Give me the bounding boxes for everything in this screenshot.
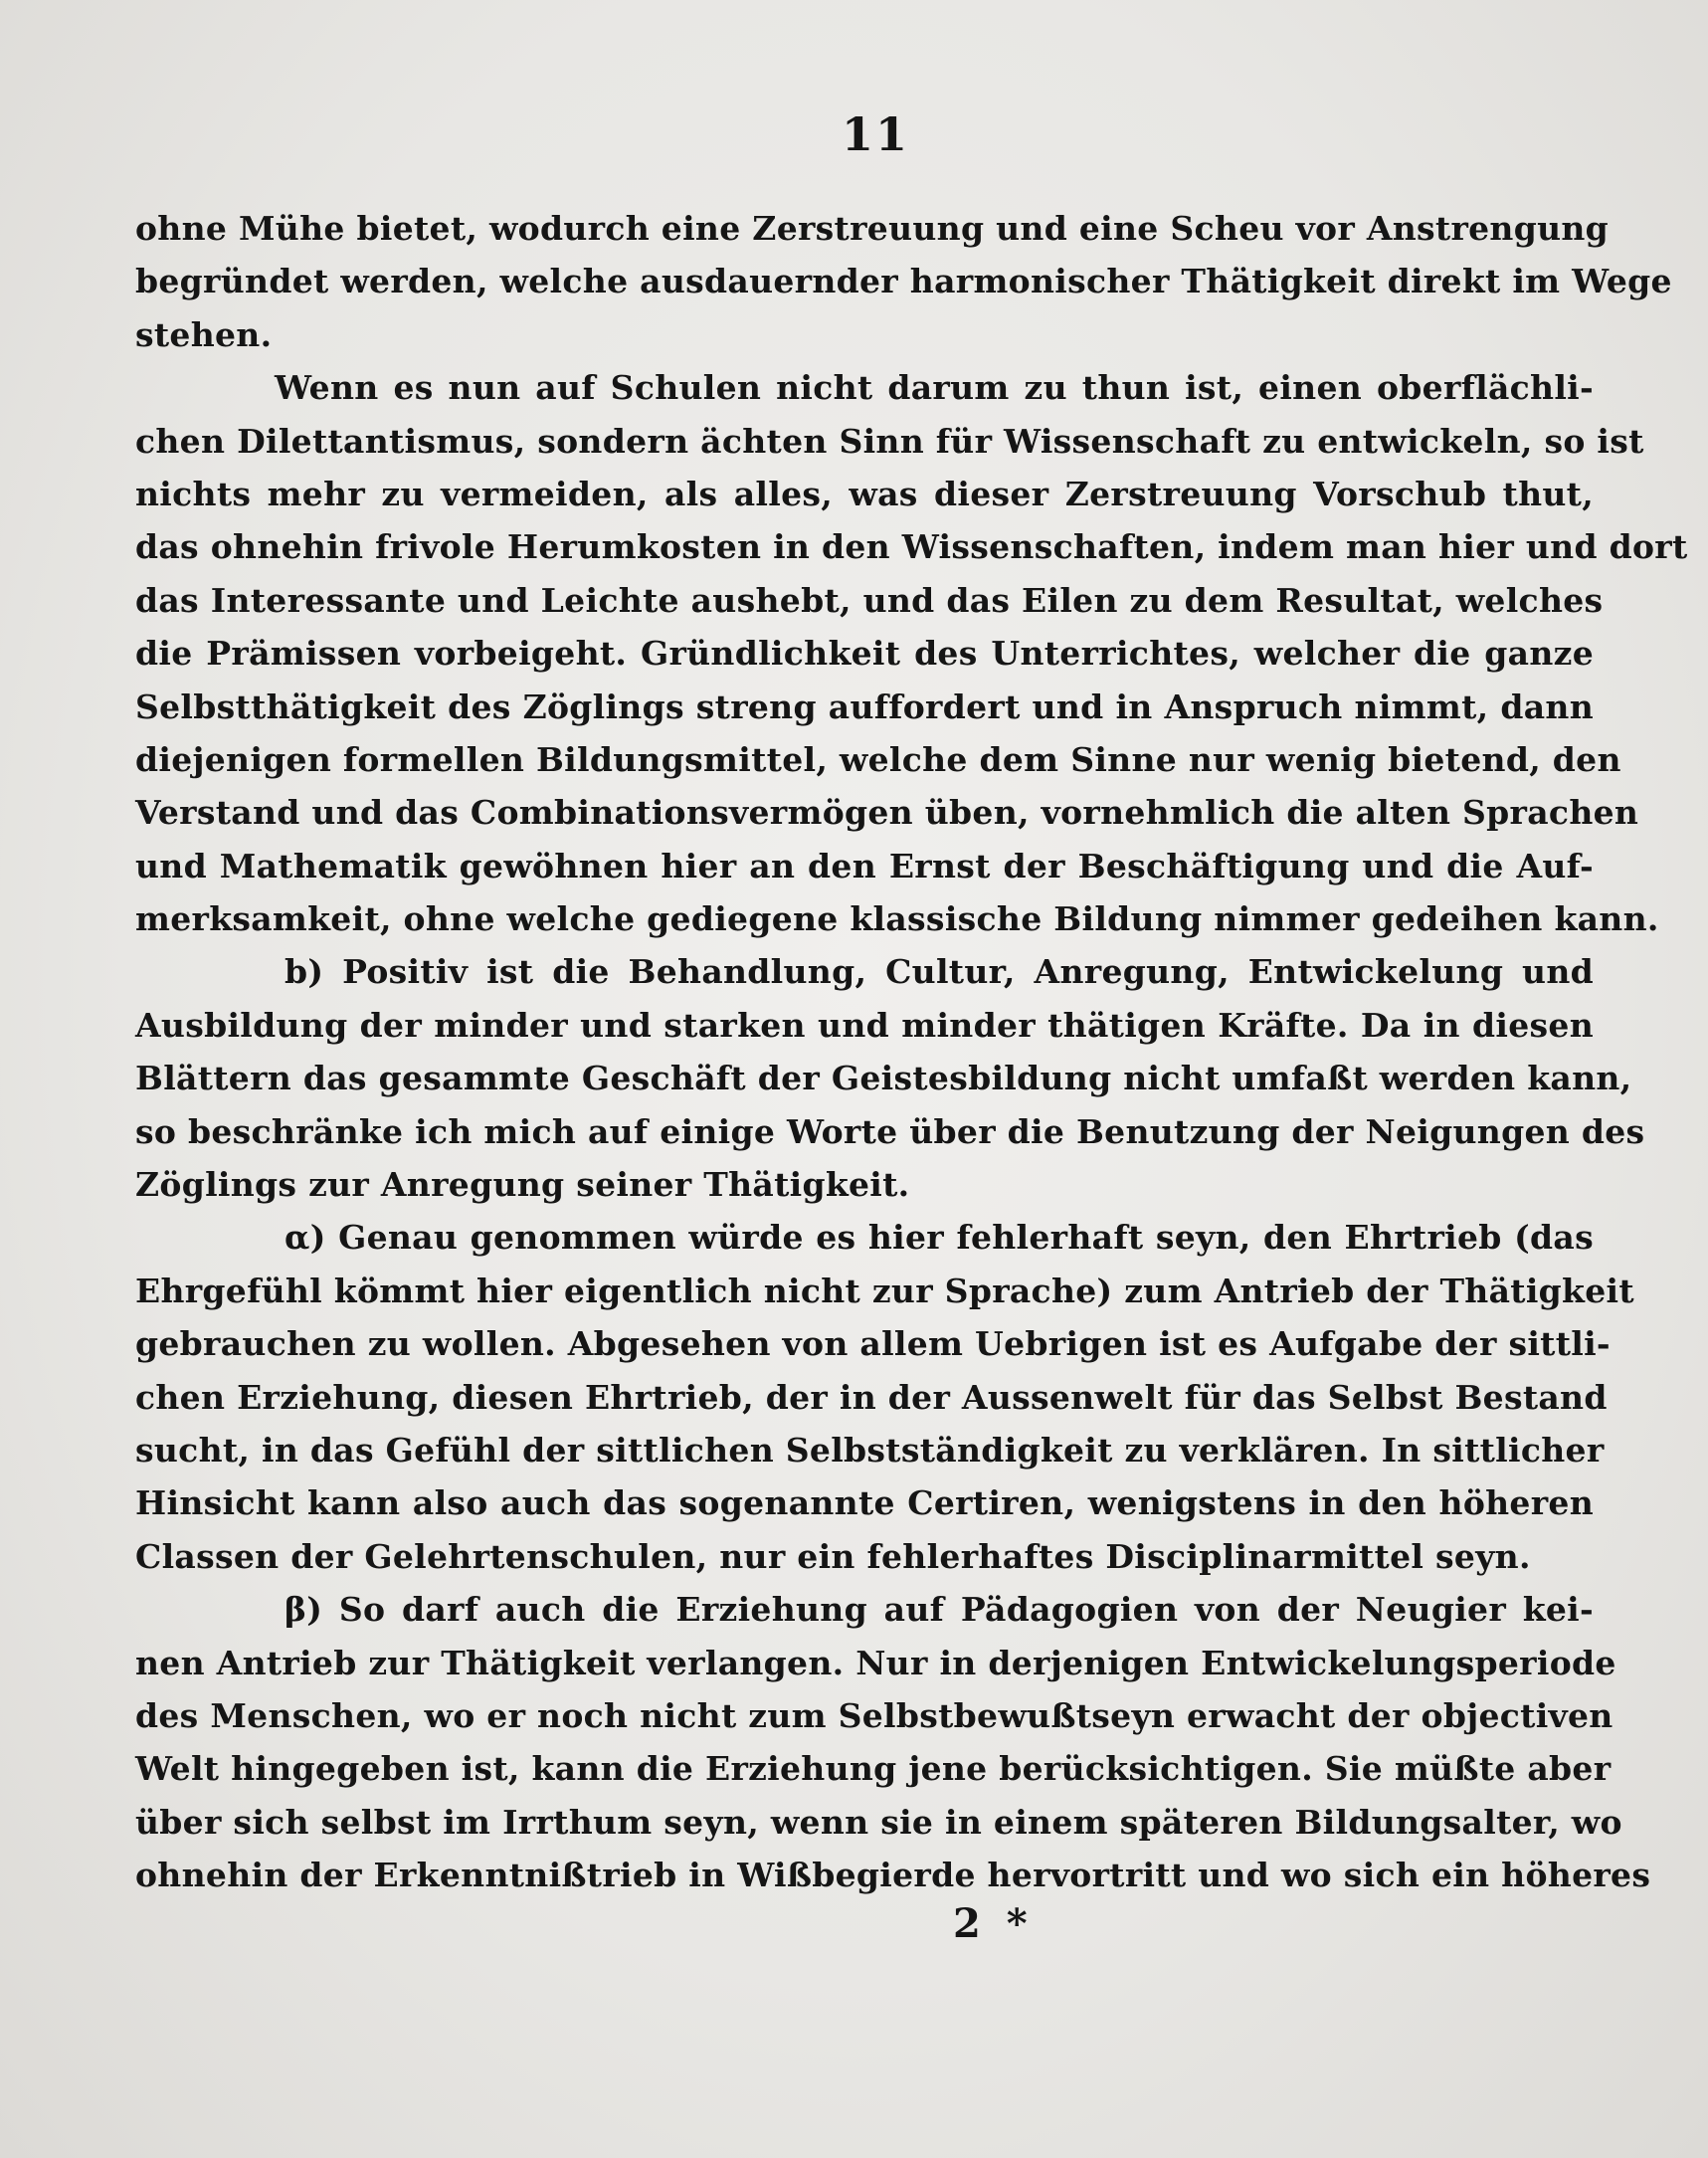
text-line: Classen der Gelehrtenschulen, nur ein fehlerhaftes Disciplinarmittel seyn. [135,1536,1531,1576]
printer-signature-mark: 2 * [953,1900,1034,1947]
text-line: das ohnehin frivole Herumkosten in den Wissenschaften, indem man hier und dort [135,527,1688,567]
text-line: Selbstthätigkeit des Zöglings streng auffordert und in Anspruch nimmt, dann [135,687,1594,726]
text-line: Welt hingegeben ist, kann die Erziehung jene berücksichtigen. Sie müßte aber [135,1749,1612,1789]
text-line: Verstand und das Combinationsvermögen üben, vornehmlich die alten Sprachen [135,793,1639,833]
text-line: sucht, in das Gefühl der sittlichen Selbstständigkeit zu verklären. In sittlicher [135,1430,1605,1470]
text-line: so beschränke ich mich auf einige Worte über die Benutzung der Neigungen des [135,1111,1645,1151]
text-line: diejenigen formellen Bildungsmittel, welche dem Sinne nur wenig bietend, den [135,739,1621,779]
text-line: Ausbildung der minder und starken und minder thätigen Kräfte. Da in diesen [135,1005,1594,1045]
text-line: b) Positiv ist die Behandlung, Cultur, Anregung, Entwickelung und [285,952,1594,992]
text-line: Wenn es nun auf Schulen nicht darum zu thun ist, einen oberflächli- [275,368,1594,408]
text-line: Blättern das gesammte Geschäft der Geistesbildung nicht umfaßt werden kann, [135,1059,1632,1098]
text-line: ohnehin der Erkenntnißtrieb in Wißbegierde hervortritt und wo sich ein höheres [135,1856,1651,1895]
body-text [135,202,1688,1902]
text-line: die Prämissen vorbeigeht. Gründlichkeit des Unterrichtes, welcher die ganze [135,634,1594,674]
text-line: stehen. [135,314,273,354]
text-line: chen Dilettantismus, sondern ächten Sinn für Wissenschaft zu entwickeln, so ist [135,421,1644,461]
text-line: merksamkeit, ohne welche gediegene klassische Bildung nimmer gedeihen kann. [135,899,1659,939]
text-line: nichts mehr zu vermeiden, als alles, was dieser Zerstreuung Vorschub thut, [135,474,1594,513]
text-line: nen Antrieb zur Thätigkeit verlangen. Nur in derjenigen Entwickelungsperiode [135,1643,1616,1682]
text-line: und Mathematik gewöhnen hier an den Ernst der Beschäftigung und die Auf- [135,846,1594,885]
text-line: Hinsicht kann also auch das sogenannte Certiren, wenigstens in den höheren [135,1483,1594,1523]
text-line: chen Erziehung, diesen Ehrtrieb, der in der Aussenwelt für das Selbst Bestand [135,1377,1608,1417]
text-line: ohne Mühe bietet, wodurch eine Zerstreuung und eine Scheu vor Anstrengung [135,209,1610,248]
text-line: Zöglings zur Anregung seiner Thätigkeit. [135,1165,910,1205]
text-line: das Interessante und Leichte aushebt, und das Eilen zu dem Resultat, welches [135,580,1604,620]
text-line: Ehrgefühl kömmt hier eigentlich nicht zur Sprache) zum Antrieb der Thätigkeit [135,1271,1634,1310]
text-line: gebrauchen zu wollen. Abgesehen von allem Uebrigen ist es Aufgabe der sittli- [135,1324,1611,1364]
text-line: begründet werden, welche ausdauernder harmonischer Thätigkeit direkt im Wege [135,262,1672,301]
text-line: α) Genau genommen würde es hier fehlerhaft seyn, den Ehrtrieb (das [285,1218,1594,1258]
text-line: β) So darf auch die Erziehung auf Pädagogien von der Neugier kei- [285,1590,1594,1630]
text-line: des Menschen, wo er noch nicht zum Selbstbewußtseyn erwacht der objectiven [135,1695,1613,1735]
page-number: 11 [841,107,909,161]
text-line: über sich selbst im Irrthum seyn, wenn sie in einem späteren Bildungsalter, wo [135,1802,1622,1842]
